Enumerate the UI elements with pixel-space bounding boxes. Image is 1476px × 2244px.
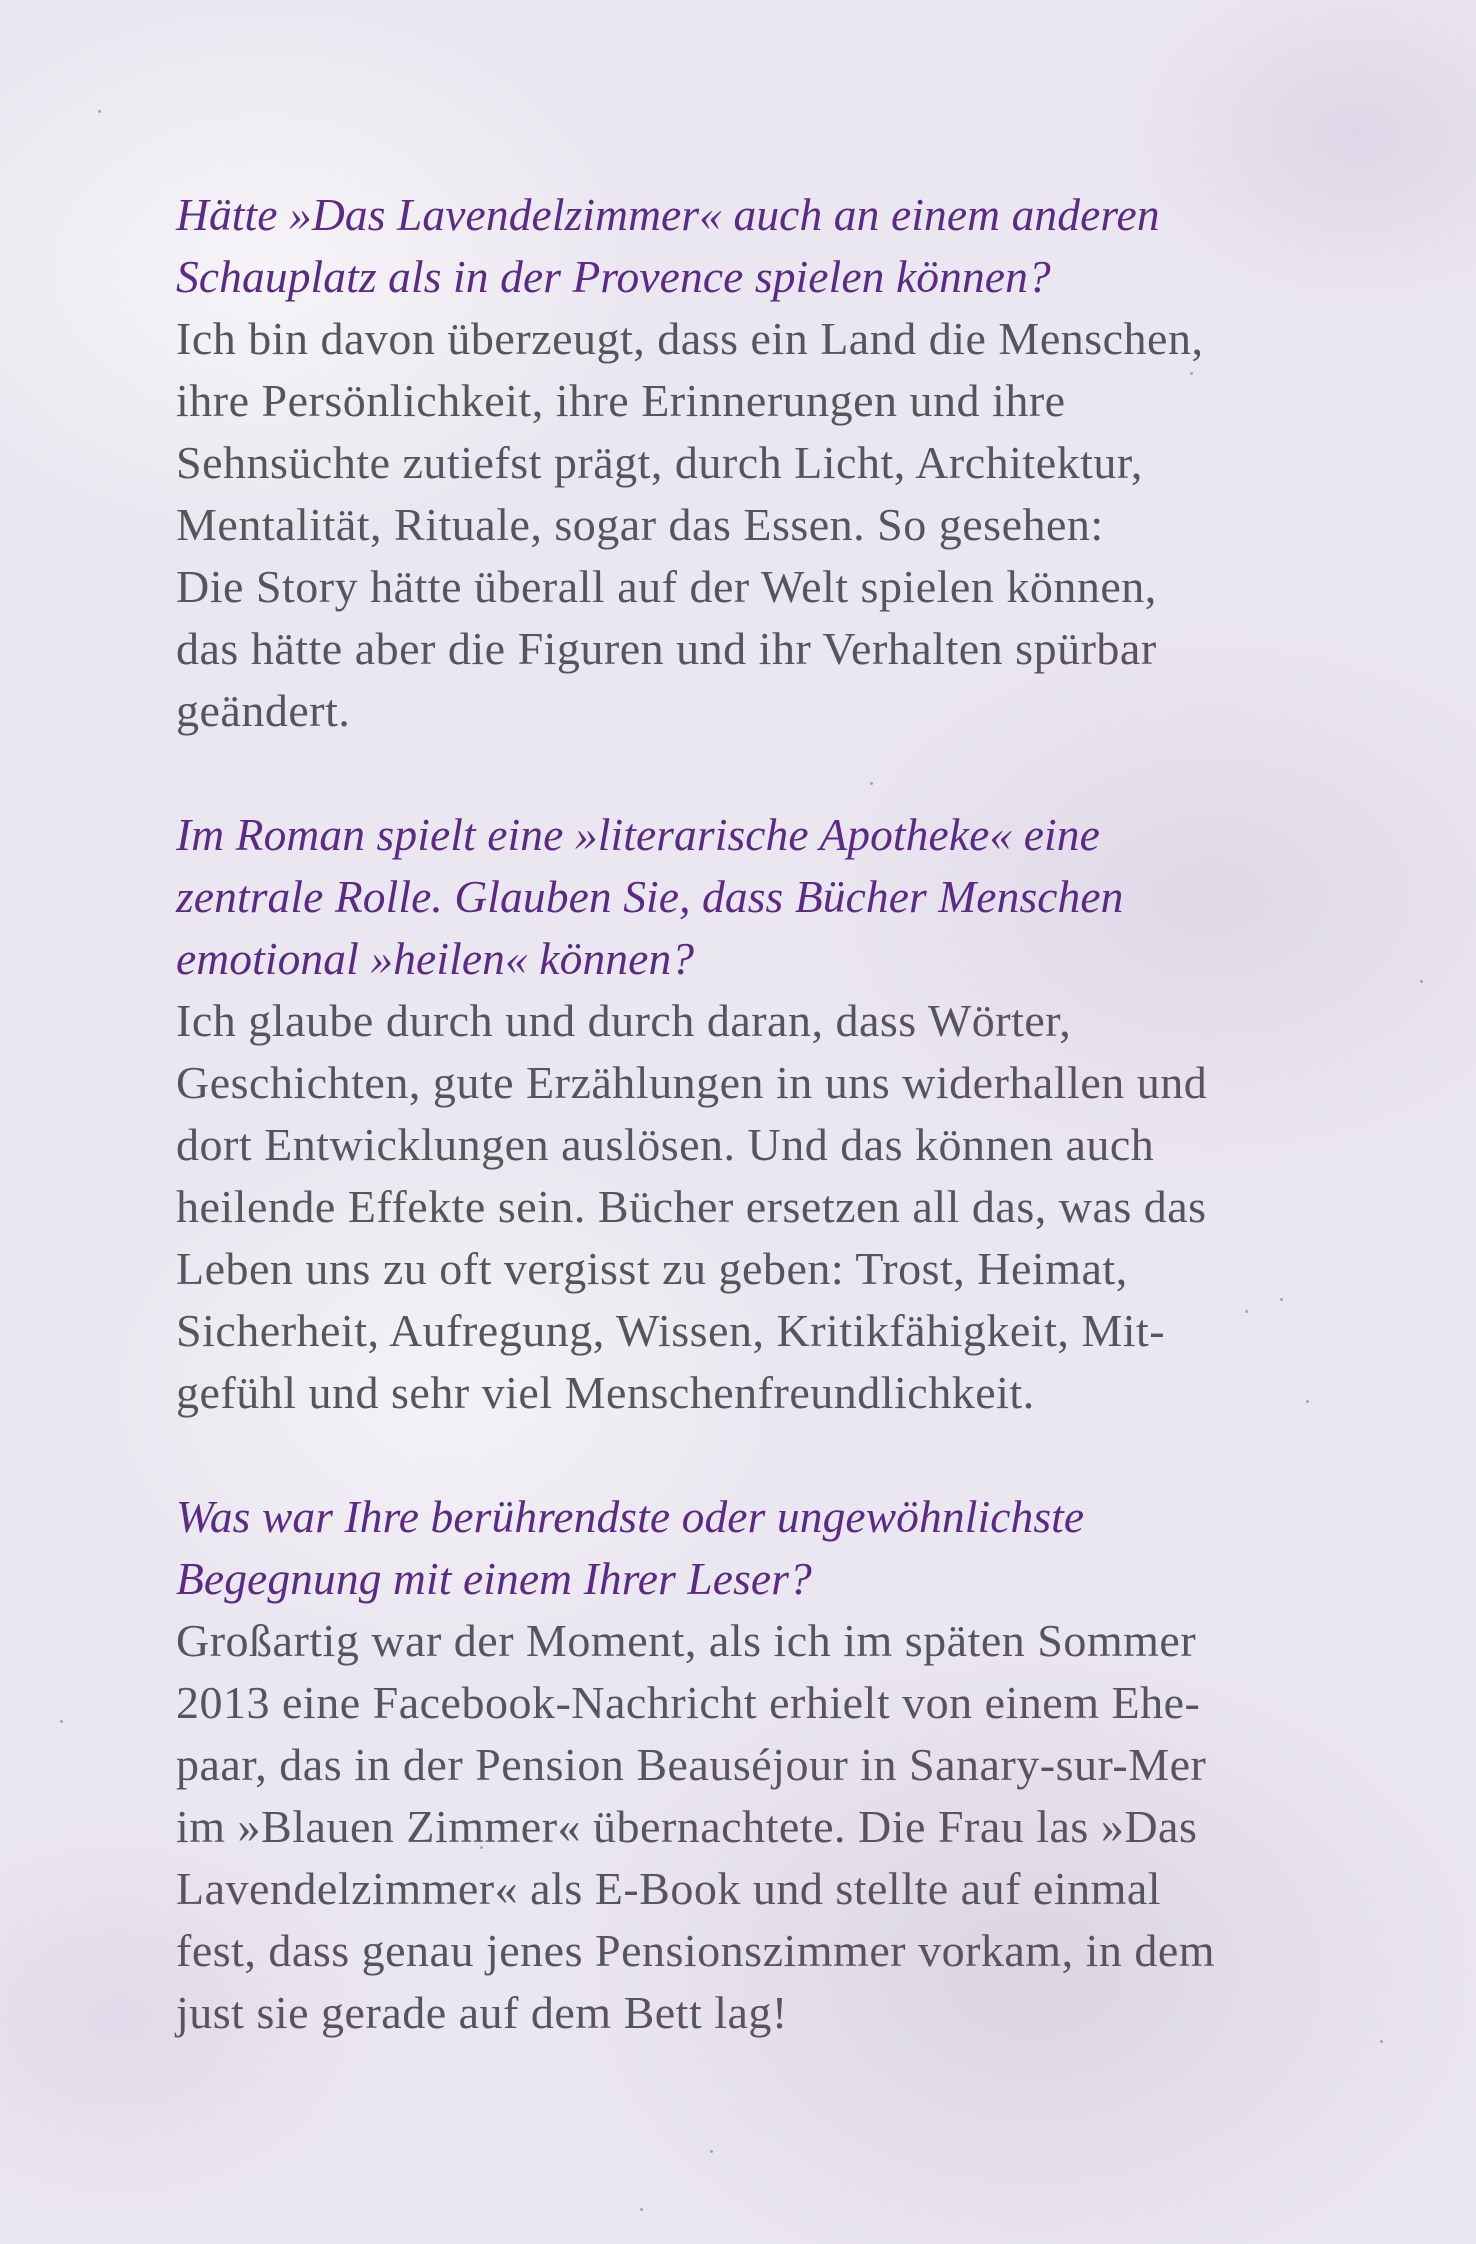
- paper-speck: [98, 110, 101, 113]
- interview-section: [176, 1486, 1356, 2044]
- interview-section: [176, 804, 1356, 1424]
- interview-section: [176, 184, 1356, 742]
- interview-question: Im Roman spielt eine »literarische Apotheke« eine zentrale Rolle. Glauben Sie, dass Bücher Menschen emotional »heilen« können?: [176, 809, 1124, 984]
- paper-speck: [1380, 2040, 1383, 2043]
- interview-question: Hätte »Das Lavendelzimmer« auch an einem anderen Schauplatz als in der Provence spielen können?: [176, 189, 1160, 302]
- interview-answer: Ich glaube durch und durch daran, dass Wörter, Geschichten, gute Erzählungen in uns widerhallen und dort Entwicklungen auslösen. Und das können auch heilende Effekte sein. Bücher ersetzen all das, was das Leben uns zu oft vergisst zu geben: Trost, Heimat, Sicherheit, Aufregung, Wissen, Kritikfähigkeit, Mit- gefühl und sehr viel Menschenfreundlichkeit.: [176, 995, 1208, 1418]
- interview-answer: Großartig war der Moment, als ich im späten Sommer 2013 eine Facebook-Nachricht erhielt von einem Ehe- paar, das in der Pension Beauséjour in Sanary-sur-Mer im »Blauen Zimmer« übernachtete. Die Frau las »Das Lavendelzimmer« als E-Book und stellte auf einmal fest, dass genau jenes Pensionszimmer vorkam, in dem just sie gerade auf dem Bett lag!: [176, 1615, 1216, 2038]
- paper-speck: [640, 2208, 643, 2211]
- paper-speck: [1420, 980, 1423, 983]
- interview-page: [176, 184, 1356, 2106]
- paper-speck: [710, 2150, 713, 2153]
- interview-question: Was war Ihre berührendste oder ungewöhnlichste Begegnung mit einem Ihrer Leser?: [176, 1491, 1085, 1604]
- paper-speck: [60, 1720, 63, 1723]
- interview-answer: Ich bin davon überzeugt, dass ein Land die Menschen, ihre Persönlichkeit, ihre Erinnerungen und ihre Sehnsüchte zutiefst prägt, durch Licht, Architektur, Mentalität, Rituale, sogar das Essen. So gesehen: Die Story hätte überall auf der Welt spielen können, das hätte aber die Figuren und ihr Verhalten spürbar geändert.: [176, 313, 1204, 736]
